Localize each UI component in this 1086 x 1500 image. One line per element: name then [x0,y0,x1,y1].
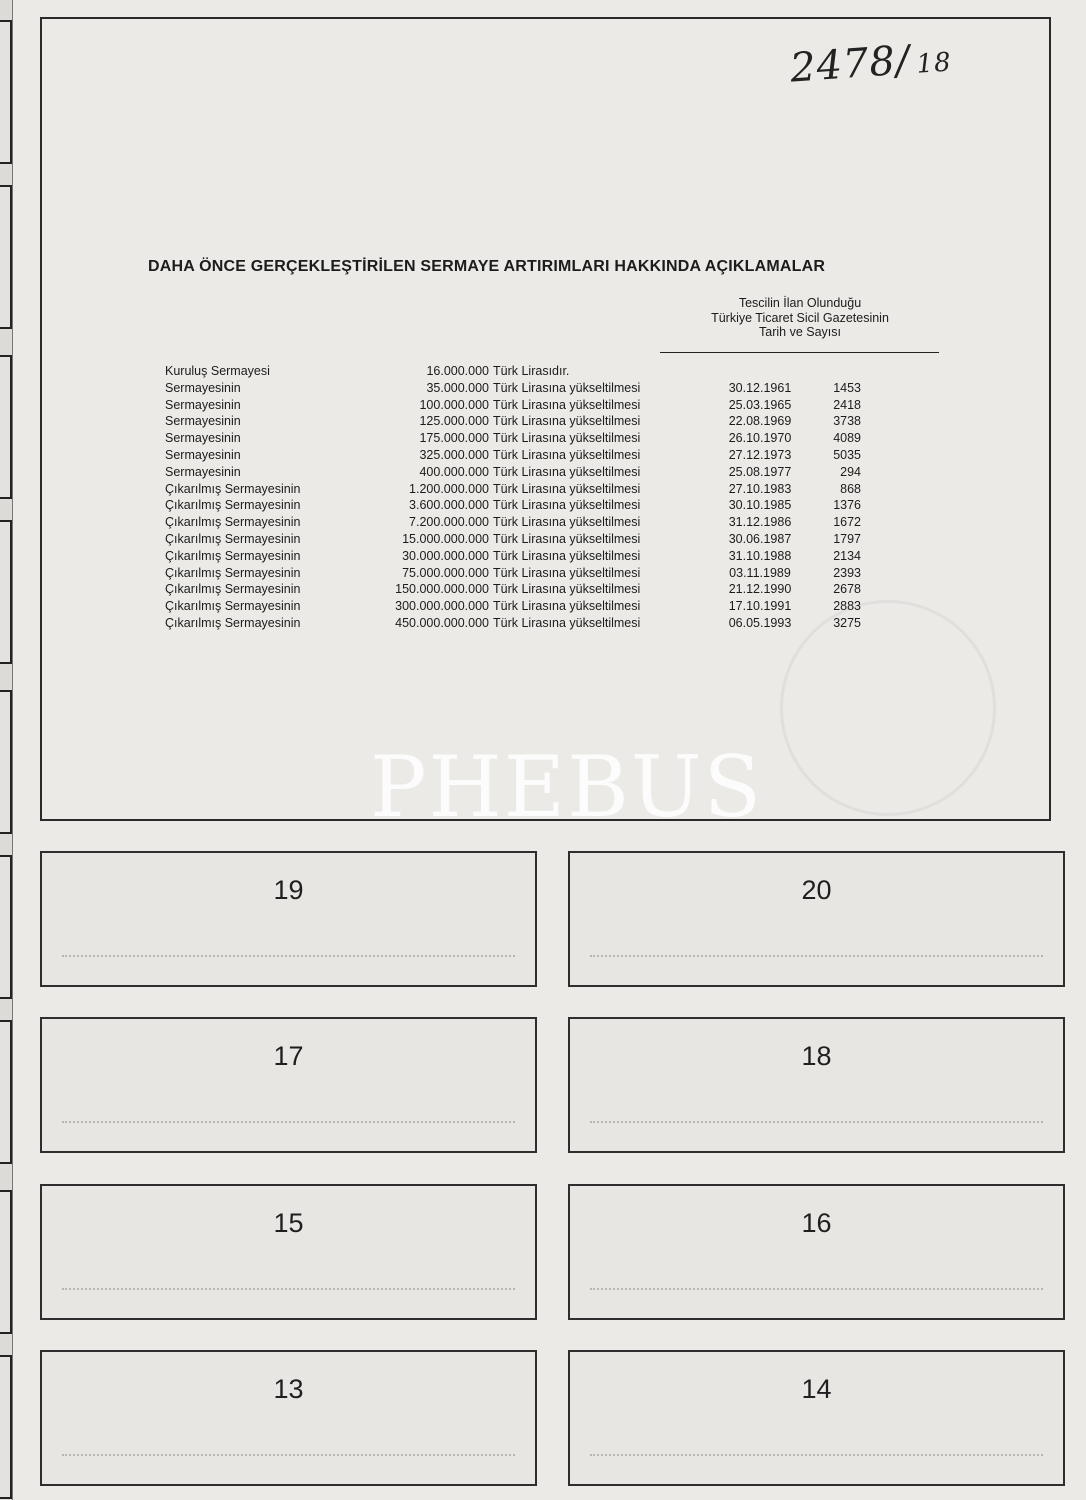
row-amount: 7.200.000.000 [409,515,489,530]
row-amount: 150.000.000.000 [395,582,489,597]
coupon-serial-strip [590,1454,1043,1466]
table-row [0,363,1086,380]
coupon-serial-strip [62,955,515,967]
coupon-serial-strip [62,1454,515,1466]
table-row [0,464,1086,481]
row-number: 2883 [833,599,861,614]
row-label: Kuruluş Sermayesi [165,364,270,378]
coupon-number: 15 [273,1208,304,1238]
row-date: 30.06.1987 [728,532,792,546]
row-date: 26.10.1970 [728,431,792,446]
row-amount: 30.000.000.000 [402,548,489,563]
table-row [0,581,1086,598]
row-amount: 35.000.000 [426,380,489,395]
row-phrase: Türk Lirasına yükseltilmesi [493,599,641,614]
table-row [0,565,1086,582]
row-date: 27.12.1973 [728,448,792,462]
row-date: 27.10.1983 [728,481,792,496]
row-date: 31.12.1986 [728,515,792,530]
row-phrase: Türk Lirasına yükseltilmesi [493,481,641,496]
row-phrase: Türk Lirasına yükseltilmesi [493,498,641,513]
row-amount: 300.000.000.000 [395,599,489,614]
row-date: 30.10.1985 [728,498,792,513]
row-label: Sermayesinin [165,380,241,395]
coupon-serial-strip [590,1121,1043,1133]
row-number: 2134 [833,548,861,563]
coupon-number: 13 [273,1374,304,1404]
table-row [0,397,1086,414]
row-phrase: Türk Lirasıdır. [493,364,570,378]
row-label: Sermayesinin [165,397,241,412]
watermark: PHEBUS [370,738,764,836]
coupon-13 [40,1350,537,1486]
row-label: Çıkarılmış Sermayesinin [165,565,301,580]
row-amount: 100.000.000 [419,397,489,412]
row-date: 25.03.1965 [728,397,792,412]
row-number: 294 [840,464,861,479]
header-rule [660,352,939,353]
table-row [0,497,1086,514]
row-phrase: Türk Lirasına yükseltilmesi [493,431,641,446]
perforation-tab [0,1355,12,1499]
table-row [0,615,1086,632]
row-phrase: Türk Lirasına yükseltilmesi [493,532,641,546]
table-row [0,430,1086,447]
coupon-14 [568,1350,1065,1486]
row-number: 1672 [833,515,861,530]
row-phrase: Türk Lirasına yükseltilmesi [493,565,641,580]
row-phrase: Türk Lirasına yükseltilmesi [493,582,641,597]
faint-stamp [780,600,996,816]
row-phrase: Türk Lirasına yükseltilmesi [493,397,641,412]
table-row [0,380,1086,397]
row-label: Sermayesinin [165,448,241,462]
coupon-number: 18 [801,1041,832,1071]
row-date: 03.11.1989 [729,565,791,580]
row-amount: 1.200.000.000 [409,481,489,496]
row-phrase: Türk Lirasına yükseltilmesi [493,464,641,479]
row-label: Sermayesinin [165,464,241,479]
row-label: Çıkarılmış Sermayesinin [165,532,301,546]
coupon-17 [40,1017,537,1153]
header-line-2: Türkiye Ticaret Sicil Gazetesinin [711,310,889,325]
coupon-number: 20 [801,875,832,905]
row-amount: 16.000.000 [426,364,489,378]
table-row [0,598,1086,615]
row-phrase: Türk Lirasına yükseltilmesi [493,414,641,429]
coupon-serial-strip [590,1288,1043,1300]
registry-column-header [660,296,940,340]
row-date: 21.12.1990 [728,582,792,597]
row-number: 2678 [833,582,861,597]
coupon-serial-strip [62,1121,515,1133]
row-number: 868 [840,481,861,496]
row-amount: 450.000.000.000 [395,616,489,630]
row-date: 25.08.1977 [728,464,792,479]
row-number: 2418 [833,397,861,412]
table-row [0,531,1086,548]
table-row [0,514,1086,531]
row-number: 5035 [833,448,861,462]
table-row [0,447,1086,464]
coupon-number: 17 [273,1041,304,1071]
row-label: Çıkarılmış Sermayesinin [165,481,301,496]
page-title: DAHA ÖNCE GERÇEKLEŞTİRİLEN SERMAYE ARTIRIMLARI HAKKINDA AÇIKLAMALAR [148,258,826,275]
row-amount: 400.000.000 [419,464,489,479]
row-date: 30.12.1961 [728,380,792,395]
row-label: Sermayesinin [165,414,241,429]
coupon-20 [568,851,1065,987]
row-amount: 175.000.000 [419,431,489,446]
row-date: 31.10.1988 [728,548,792,563]
row-label: Çıkarılmış Sermayesinin [165,548,301,563]
coupon-19 [40,851,537,987]
coupon-number: 14 [801,1374,832,1404]
table-row [0,548,1086,565]
perforation-tab [0,855,12,999]
perforation-tab [0,1190,12,1334]
perforation-tab [0,690,12,834]
row-number: 1797 [833,532,861,546]
row-label: Çıkarılmış Sermayesinin [165,498,301,513]
row-amount: 125.000.000 [419,414,489,429]
row-date: 06.05.1993 [728,616,792,630]
row-label: Çıkarılmış Sermayesinin [165,515,301,530]
row-number: 1376 [833,498,861,513]
row-phrase: Türk Lirasına yükseltilmesi [493,515,641,530]
table-row [0,413,1086,430]
row-number: 3738 [833,414,861,429]
coupon-15 [40,1184,537,1320]
handwritten-suffix: 18 [915,47,953,80]
handwritten-number: 2478/ [788,37,912,92]
row-phrase: Türk Lirasına yükseltilmesi [493,616,641,630]
perforation-tab [0,185,12,329]
header-line-1: Tescilin İlan Olunduğu [738,296,862,310]
row-date: 22.08.1969 [728,414,792,429]
perforation-tab [0,1020,12,1164]
row-amount: 325.000.000 [419,448,489,462]
row-number: 2393 [833,565,861,580]
row-number: 3275 [833,616,861,630]
row-amount: 15.000.000.000 [402,532,489,546]
row-number: 4089 [833,431,861,446]
perforation-tab [0,20,12,164]
row-amount: 75.000.000.000 [402,565,489,580]
coupon-number: 19 [273,875,304,905]
row-label: Sermayesinin [165,431,241,446]
header-line-3: Tarih ve Sayısı [759,325,841,339]
row-label: Çıkarılmış Sermayesinin [165,616,301,630]
coupon-number: 16 [801,1208,832,1238]
row-phrase: Türk Lirasına yükseltilmesi [493,380,641,395]
row-amount: 3.600.000.000 [409,498,489,513]
row-date: 17.10.1991 [728,599,792,614]
coupon-18 [568,1017,1065,1153]
row-phrase: Türk Lirasına yükseltilmesi [493,548,641,563]
coupon-serial-strip [62,1288,515,1300]
row-phrase: Türk Lirasına yükseltilmesi [493,448,641,462]
row-number: 1453 [833,380,861,395]
table-row [0,481,1086,498]
binding-edge [0,0,13,1500]
coupon-serial-strip [590,955,1043,967]
row-label: Çıkarılmış Sermayesinin [165,599,301,614]
row-label: Çıkarılmış Sermayesinin [165,582,301,597]
coupon-16 [568,1184,1065,1320]
